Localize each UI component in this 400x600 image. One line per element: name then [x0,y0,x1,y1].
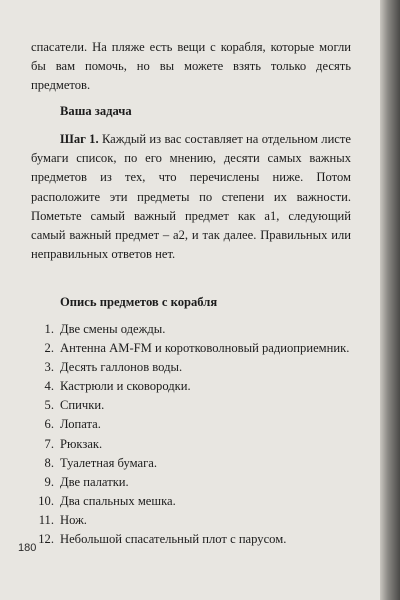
item-number: 6. [44,417,54,432]
page-edge-shadow [380,0,400,600]
task-heading: Ваша задача [60,104,132,118]
list-item [31,473,351,492]
item-text: Десять галлонов воды. [60,360,183,375]
item-text: Туалетная бумага. [60,455,157,470]
item-text: Рюкзак. [60,436,103,451]
item-number: 4. [44,379,54,394]
items-list [31,320,351,549]
item-number: 12. [38,532,54,547]
list-item [31,320,351,339]
list-item [31,511,351,530]
item-text: Антенна AM-FM и коротковолновый радиоприемник. [60,341,350,356]
item-number: 8. [44,455,54,470]
list-item [31,435,351,454]
page-number: 180 [18,542,37,554]
item-number: 3. [44,360,54,375]
list-heading: Опись предметов с корабля [60,295,218,309]
item-text: Лопата. [60,417,101,432]
step-label: Шаг 1. [60,132,99,146]
item-number: 1. [44,322,54,336]
list-item [31,396,351,415]
list-item [31,377,351,396]
item-text: Спички. [60,398,105,413]
item-text: Небольшой спасательный плот с парусом. [60,532,287,547]
item-number: 10. [38,493,54,508]
list-item [31,358,351,377]
list-item [31,454,351,473]
item-number: 11. [38,512,54,527]
item-text: Две смены одежды. [60,322,166,336]
step-text: Каждый из вас составляет на отдельном листе бумаги список, по его мнению, десяти самых важных предметов из тех, что перечислены ниже. Потом расположите эти предметы по степени их важности. Пометьте самый важный предмет как а1, следующий самый важный предмет – а2, и так далее. Правильных или неправильных ответов нет. [31,132,351,262]
item-number: 2. [44,341,54,356]
list-item [31,492,351,511]
item-number: 7. [44,436,54,451]
list-item [31,415,351,434]
item-number: 5. [44,398,54,413]
list-item [31,339,351,358]
step-paragraph [31,130,351,264]
item-text: Два спальных мешка. [60,493,176,508]
item-text: Две палатки. [60,474,129,489]
item-text: Нож. [60,512,87,527]
intro-paragraph: спасатели. На пляже есть вещи с корабля, которые могли бы вам помочь, но вы можете взять только десять предметов. [31,40,351,93]
item-text: Кастрюли и сковородки. [60,379,191,394]
item-number: 9. [44,474,54,489]
list-item [31,530,351,549]
